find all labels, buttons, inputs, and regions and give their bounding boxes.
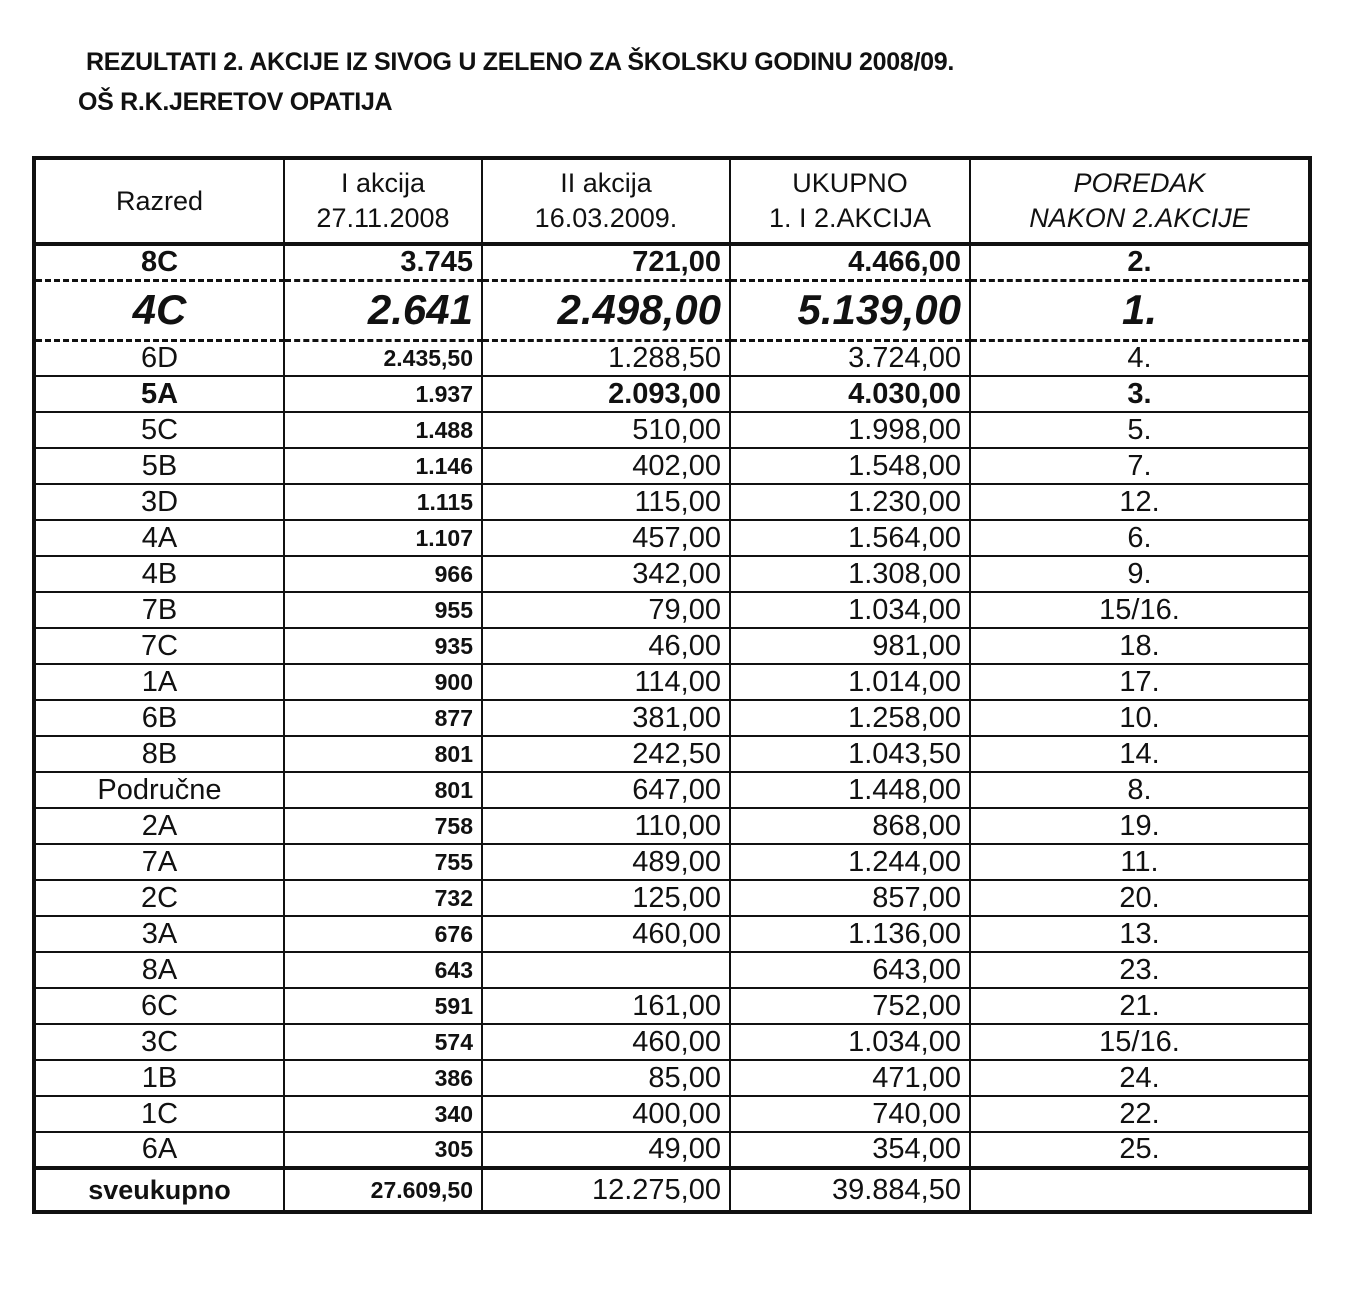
cell-poredak: 13. (970, 916, 1310, 952)
cell-ukupno: 868,00 (730, 808, 970, 844)
cell-poredak: 5. (970, 412, 1310, 448)
table-row (34, 556, 1310, 592)
cell-akcija1: 340 (284, 1096, 482, 1132)
cell-akcija2: 400,00 (482, 1096, 730, 1132)
cell-poredak: 7. (970, 448, 1310, 484)
table-row (34, 340, 1310, 376)
cell-akcija1: 801 (284, 736, 482, 772)
column-header-label: Razred (115, 185, 204, 216)
cell-poredak: 17. (970, 664, 1310, 700)
cell-razred: 5C (34, 412, 284, 448)
cell-razred: 2A (34, 808, 284, 844)
cell-akcija2: 1.288,50 (482, 340, 730, 376)
cell-poredak: 19. (970, 808, 1310, 844)
cell-razred: 2C (34, 880, 284, 916)
table-row (34, 1024, 1310, 1060)
cell-razred: 6C (34, 988, 284, 1024)
cell-poredak: 12. (970, 484, 1310, 520)
table-row (34, 772, 1310, 808)
cell-ukupno: 354,00 (730, 1132, 970, 1168)
cell-razred: 6A (34, 1132, 284, 1168)
table-row (34, 1096, 1310, 1132)
cell-poredak: 21. (970, 988, 1310, 1024)
cell-razred: 6B (34, 700, 284, 736)
cell-ukupno: 1.308,00 (730, 556, 970, 592)
cell-akcija2: 460,00 (482, 916, 730, 952)
cell-poredak: 8. (970, 772, 1310, 808)
cell-akcija2: 46,00 (482, 628, 730, 664)
cell-razred: 7B (34, 592, 284, 628)
cell-akcija1: 966 (284, 556, 482, 592)
table-row (34, 988, 1310, 1024)
cell-akcija1: 755 (284, 844, 482, 880)
cell-akcija2: 460,00 (482, 1024, 730, 1060)
table-row (34, 244, 1310, 280)
cell-akcija2: 242,50 (482, 736, 730, 772)
cell-akcija2: 114,00 (482, 664, 730, 700)
table-row (34, 1132, 1310, 1168)
cell-akcija2: 115,00 (482, 484, 730, 520)
cell-ukupno: 1.034,00 (730, 592, 970, 628)
total-label: sveukupno (34, 1168, 284, 1212)
cell-akcija2: 79,00 (482, 592, 730, 628)
cell-poredak: 10. (970, 700, 1310, 736)
cell-akcija2 (482, 952, 730, 988)
cell-akcija1: 1.488 (284, 412, 482, 448)
cell-akcija2: 489,00 (482, 844, 730, 880)
cell-akcija2: 161,00 (482, 988, 730, 1024)
cell-poredak: 24. (970, 1060, 1310, 1096)
table-row (34, 376, 1310, 412)
cell-ukupno: 1.258,00 (730, 700, 970, 736)
column-header-poredak (970, 158, 1310, 244)
cell-poredak: 14. (970, 736, 1310, 772)
cell-razred: 3C (34, 1024, 284, 1060)
cell-poredak: 22. (970, 1096, 1310, 1132)
column-header-label: UKUPNO (792, 168, 908, 198)
total-akcija2: 12.275,00 (482, 1168, 730, 1212)
cell-akcija1: 2.641 (284, 280, 482, 340)
cell-poredak: 18. (970, 628, 1310, 664)
column-header-subtitle: 1. I 2.AKCIJA (768, 203, 932, 233)
table-row (34, 484, 1310, 520)
column-header-date: 16.03.2009. (534, 203, 678, 233)
cell-ukupno: 740,00 (730, 1096, 970, 1132)
table-row (34, 1060, 1310, 1096)
cell-razred: 7C (34, 628, 284, 664)
cell-ukupno: 4.466,00 (730, 244, 970, 280)
table-row (34, 808, 1310, 844)
cell-akcija1: 935 (284, 628, 482, 664)
cell-akcija2: 457,00 (482, 520, 730, 556)
cell-akcija2: 342,00 (482, 556, 730, 592)
cell-razred: 3A (34, 916, 284, 952)
cell-razred: 1A (34, 664, 284, 700)
cell-akcija2: 125,00 (482, 880, 730, 916)
cell-akcija2: 110,00 (482, 808, 730, 844)
cell-razred: 7A (34, 844, 284, 880)
school-name: OŠ R.K.JERETOV OPATIJA (78, 88, 393, 116)
cell-akcija1: 1.115 (284, 484, 482, 520)
column-header-label: II akcija (560, 168, 652, 198)
cell-akcija1: 900 (284, 664, 482, 700)
results-table (32, 156, 1312, 1214)
table-row (34, 592, 1310, 628)
column-header-subtitle: NAKON 2.AKCIJE (1029, 203, 1250, 233)
table-row (34, 448, 1310, 484)
cell-akcija2: 2.093,00 (482, 376, 730, 412)
cell-akcija1: 1.107 (284, 520, 482, 556)
cell-ukupno: 752,00 (730, 988, 970, 1024)
cell-razred: 8B (34, 736, 284, 772)
cell-ukupno: 471,00 (730, 1060, 970, 1096)
cell-akcija1: 591 (284, 988, 482, 1024)
cell-razred: 8A (34, 952, 284, 988)
table-row (34, 844, 1310, 880)
cell-ukupno: 857,00 (730, 880, 970, 916)
cell-razred: 1B (34, 1060, 284, 1096)
table-row (34, 700, 1310, 736)
total-row (34, 1168, 1310, 1212)
cell-akcija1: 955 (284, 592, 482, 628)
cell-razred: 4A (34, 520, 284, 556)
table-row (34, 952, 1310, 988)
cell-poredak: 25. (970, 1132, 1310, 1168)
cell-razred: 3D (34, 484, 284, 520)
column-header-label: I akcija (340, 168, 426, 198)
cell-akcija2: 2.498,00 (482, 280, 730, 340)
cell-akcija2: 647,00 (482, 772, 730, 808)
cell-akcija2: 381,00 (482, 700, 730, 736)
cell-razred: 6D (34, 340, 284, 376)
column-header-akcija1 (284, 158, 482, 244)
cell-razred: 8C (34, 244, 284, 280)
table-row (34, 736, 1310, 772)
cell-akcija1: 1.937 (284, 376, 482, 412)
column-header-date: 27.11.2008 (316, 203, 450, 233)
cell-akcija1: 801 (284, 772, 482, 808)
cell-ukupno: 1.043,50 (730, 736, 970, 772)
cell-ukupno: 1.564,00 (730, 520, 970, 556)
cell-ukupno: 1.136,00 (730, 916, 970, 952)
column-header-label: POREDAK (1073, 168, 1206, 198)
column-header-akcija2 (482, 158, 730, 244)
cell-poredak: 6. (970, 520, 1310, 556)
cell-razred: 4B (34, 556, 284, 592)
cell-akcija2: 49,00 (482, 1132, 730, 1168)
table-row (34, 280, 1310, 340)
cell-razred: 1C (34, 1096, 284, 1132)
cell-akcija1: 758 (284, 808, 482, 844)
total-poredak (970, 1168, 1310, 1212)
table-header-row (34, 158, 1310, 244)
cell-ukupno: 5.139,00 (730, 280, 970, 340)
table-row (34, 520, 1310, 556)
cell-ukupno: 643,00 (730, 952, 970, 988)
cell-poredak: 15/16. (970, 592, 1310, 628)
cell-ukupno: 1.448,00 (730, 772, 970, 808)
cell-razred: 5A (34, 376, 284, 412)
cell-akcija2: 85,00 (482, 1060, 730, 1096)
cell-ukupno: 1.244,00 (730, 844, 970, 880)
cell-ukupno: 981,00 (730, 628, 970, 664)
cell-akcija1: 2.435,50 (284, 340, 482, 376)
cell-akcija1: 877 (284, 700, 482, 736)
total-ukupno: 39.884,50 (730, 1168, 970, 1212)
cell-akcija1: 386 (284, 1060, 482, 1096)
column-header-razred (34, 158, 284, 244)
cell-akcija1: 643 (284, 952, 482, 988)
document-title: REZULTATI 2. AKCIJE IZ SIVOG U ZELENO ZA ŠKOLSKU GODINU 2008/09. (86, 48, 954, 76)
cell-poredak: 23. (970, 952, 1310, 988)
cell-poredak: 11. (970, 844, 1310, 880)
cell-akcija1: 574 (284, 1024, 482, 1060)
cell-akcija1: 305 (284, 1132, 482, 1168)
cell-ukupno: 3.724,00 (730, 340, 970, 376)
cell-akcija2: 510,00 (482, 412, 730, 448)
cell-poredak: 4. (970, 340, 1310, 376)
table-row (34, 412, 1310, 448)
total-akcija1: 27.609,50 (284, 1168, 482, 1212)
cell-ukupno: 1.548,00 (730, 448, 970, 484)
table-row (34, 664, 1310, 700)
table-row (34, 880, 1310, 916)
cell-akcija1: 3.745 (284, 244, 482, 280)
cell-poredak: 20. (970, 880, 1310, 916)
cell-poredak: 3. (970, 376, 1310, 412)
cell-ukupno: 1.230,00 (730, 484, 970, 520)
cell-ukupno: 1.014,00 (730, 664, 970, 700)
cell-poredak: 15/16. (970, 1024, 1310, 1060)
cell-akcija1: 732 (284, 880, 482, 916)
cell-akcija2: 402,00 (482, 448, 730, 484)
cell-razred: 5B (34, 448, 284, 484)
cell-poredak: 9. (970, 556, 1310, 592)
table-row (34, 628, 1310, 664)
cell-akcija1: 1.146 (284, 448, 482, 484)
cell-akcija1: 676 (284, 916, 482, 952)
cell-ukupno: 4.030,00 (730, 376, 970, 412)
cell-poredak: 2. (970, 244, 1310, 280)
column-header-ukupno (730, 158, 970, 244)
cell-poredak: 1. (970, 280, 1310, 340)
cell-ukupno: 1.034,00 (730, 1024, 970, 1060)
cell-ukupno: 1.998,00 (730, 412, 970, 448)
cell-razred: Područne (34, 772, 284, 808)
cell-akcija2: 721,00 (482, 244, 730, 280)
cell-razred: 4C (34, 280, 284, 340)
table-row (34, 916, 1310, 952)
